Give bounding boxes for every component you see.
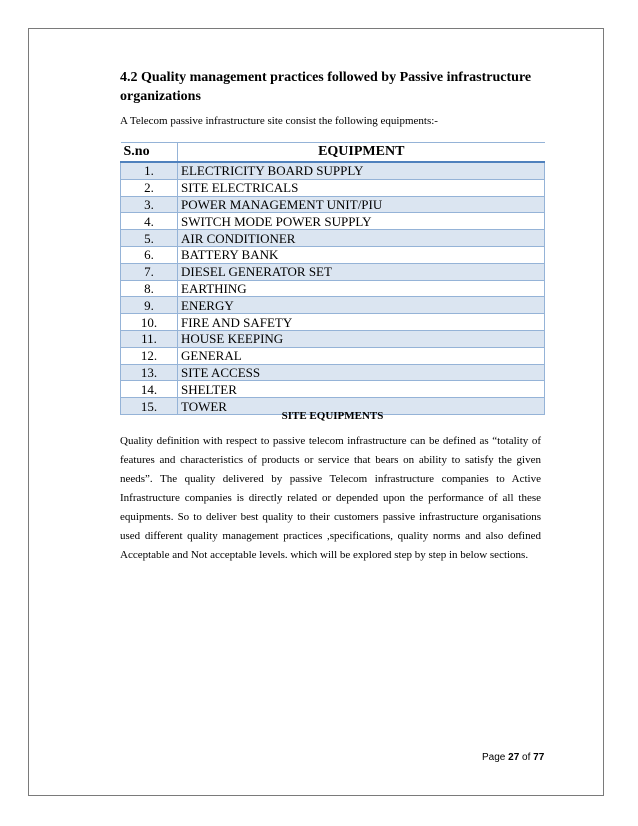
row-equipment: GENERAL <box>178 347 545 364</box>
row-sno: 2. <box>121 179 178 196</box>
table-row <box>121 179 545 196</box>
row-equipment: FIRE AND SAFETY <box>178 314 545 331</box>
row-sno: 11. <box>121 330 178 347</box>
table-row <box>121 381 545 398</box>
footer-current-page: 27 <box>508 752 520 763</box>
row-sno: 10. <box>121 314 178 331</box>
footer-of-word: of <box>522 752 531 763</box>
table-caption: SITE EQUIPMENTS <box>281 410 384 422</box>
row-sno: 7. <box>121 263 178 280</box>
row-sno: 14. <box>121 381 178 398</box>
section-heading: 4.2 Quality management practices followed by Passive infrastructure organizations <box>120 70 532 104</box>
row-equipment: TOWER <box>178 398 545 415</box>
table-row <box>121 297 545 314</box>
row-sno: 4. <box>121 213 178 230</box>
row-sno: 15. <box>121 398 178 415</box>
table-row <box>121 196 545 213</box>
table-row <box>121 230 545 247</box>
table-row <box>121 330 545 347</box>
header-equipment: EQUIPMENT <box>178 143 545 163</box>
row-sno: 13. <box>121 364 178 381</box>
table-row <box>121 314 545 331</box>
equipment-table <box>120 142 545 415</box>
footer-total-pages: 77 <box>533 752 545 763</box>
table-row <box>121 364 545 381</box>
row-equipment: SHELTER <box>178 381 545 398</box>
intro-text: A Telecom passive infrastructure site consist the following equipments:- <box>120 115 438 127</box>
table-row <box>121 347 545 364</box>
page-footer <box>482 752 544 763</box>
row-equipment: EARTHING <box>178 280 545 297</box>
body-paragraph: Quality definition with respect to passive telecom infrastructure can be defined as “totality of features and characteristics of products or service that bears on ability to satisfy the given needs”. The quality delivered by passive Telecom infrastructure companies to Active Infrastructure companies is directly related or depended upon the performance of all these equipments. So to deliver best quality to their customers passive infrastructure organisations used different quality management practices ,specifications, quality norms and also defined Acceptable and Not acceptable levels. which will be explored step by step in below sections. <box>120 435 541 561</box>
table-row <box>121 213 545 230</box>
row-sno: 9. <box>121 297 178 314</box>
row-equipment: AIR CONDITIONER <box>178 230 545 247</box>
table-row <box>121 280 545 297</box>
table-row <box>121 246 545 263</box>
row-equipment: DIESEL GENERATOR SET <box>178 263 545 280</box>
table-row <box>121 263 545 280</box>
row-sno: 3. <box>121 196 178 213</box>
row-equipment: BATTERY BANK <box>178 246 545 263</box>
row-sno: 8. <box>121 280 178 297</box>
row-sno: 5. <box>121 230 178 247</box>
header-sno: S.no <box>121 143 178 163</box>
footer-page-word: Page <box>482 752 506 763</box>
row-equipment: POWER MANAGEMENT UNIT/PIU <box>178 196 545 213</box>
row-equipment: HOUSE KEEPING <box>178 330 545 347</box>
row-equipment: ENERGY <box>178 297 545 314</box>
row-equipment: SITE ELECTRICALS <box>178 179 545 196</box>
row-equipment: ELECTRICITY BOARD SUPPLY <box>178 162 545 179</box>
row-sno: 6. <box>121 246 178 263</box>
table-header-row <box>121 143 545 163</box>
row-equipment: SWITCH MODE POWER SUPPLY <box>178 213 545 230</box>
row-sno: 12. <box>121 347 178 364</box>
row-sno: 1. <box>121 162 178 179</box>
table-row <box>121 162 545 179</box>
row-equipment: SITE ACCESS <box>178 364 545 381</box>
